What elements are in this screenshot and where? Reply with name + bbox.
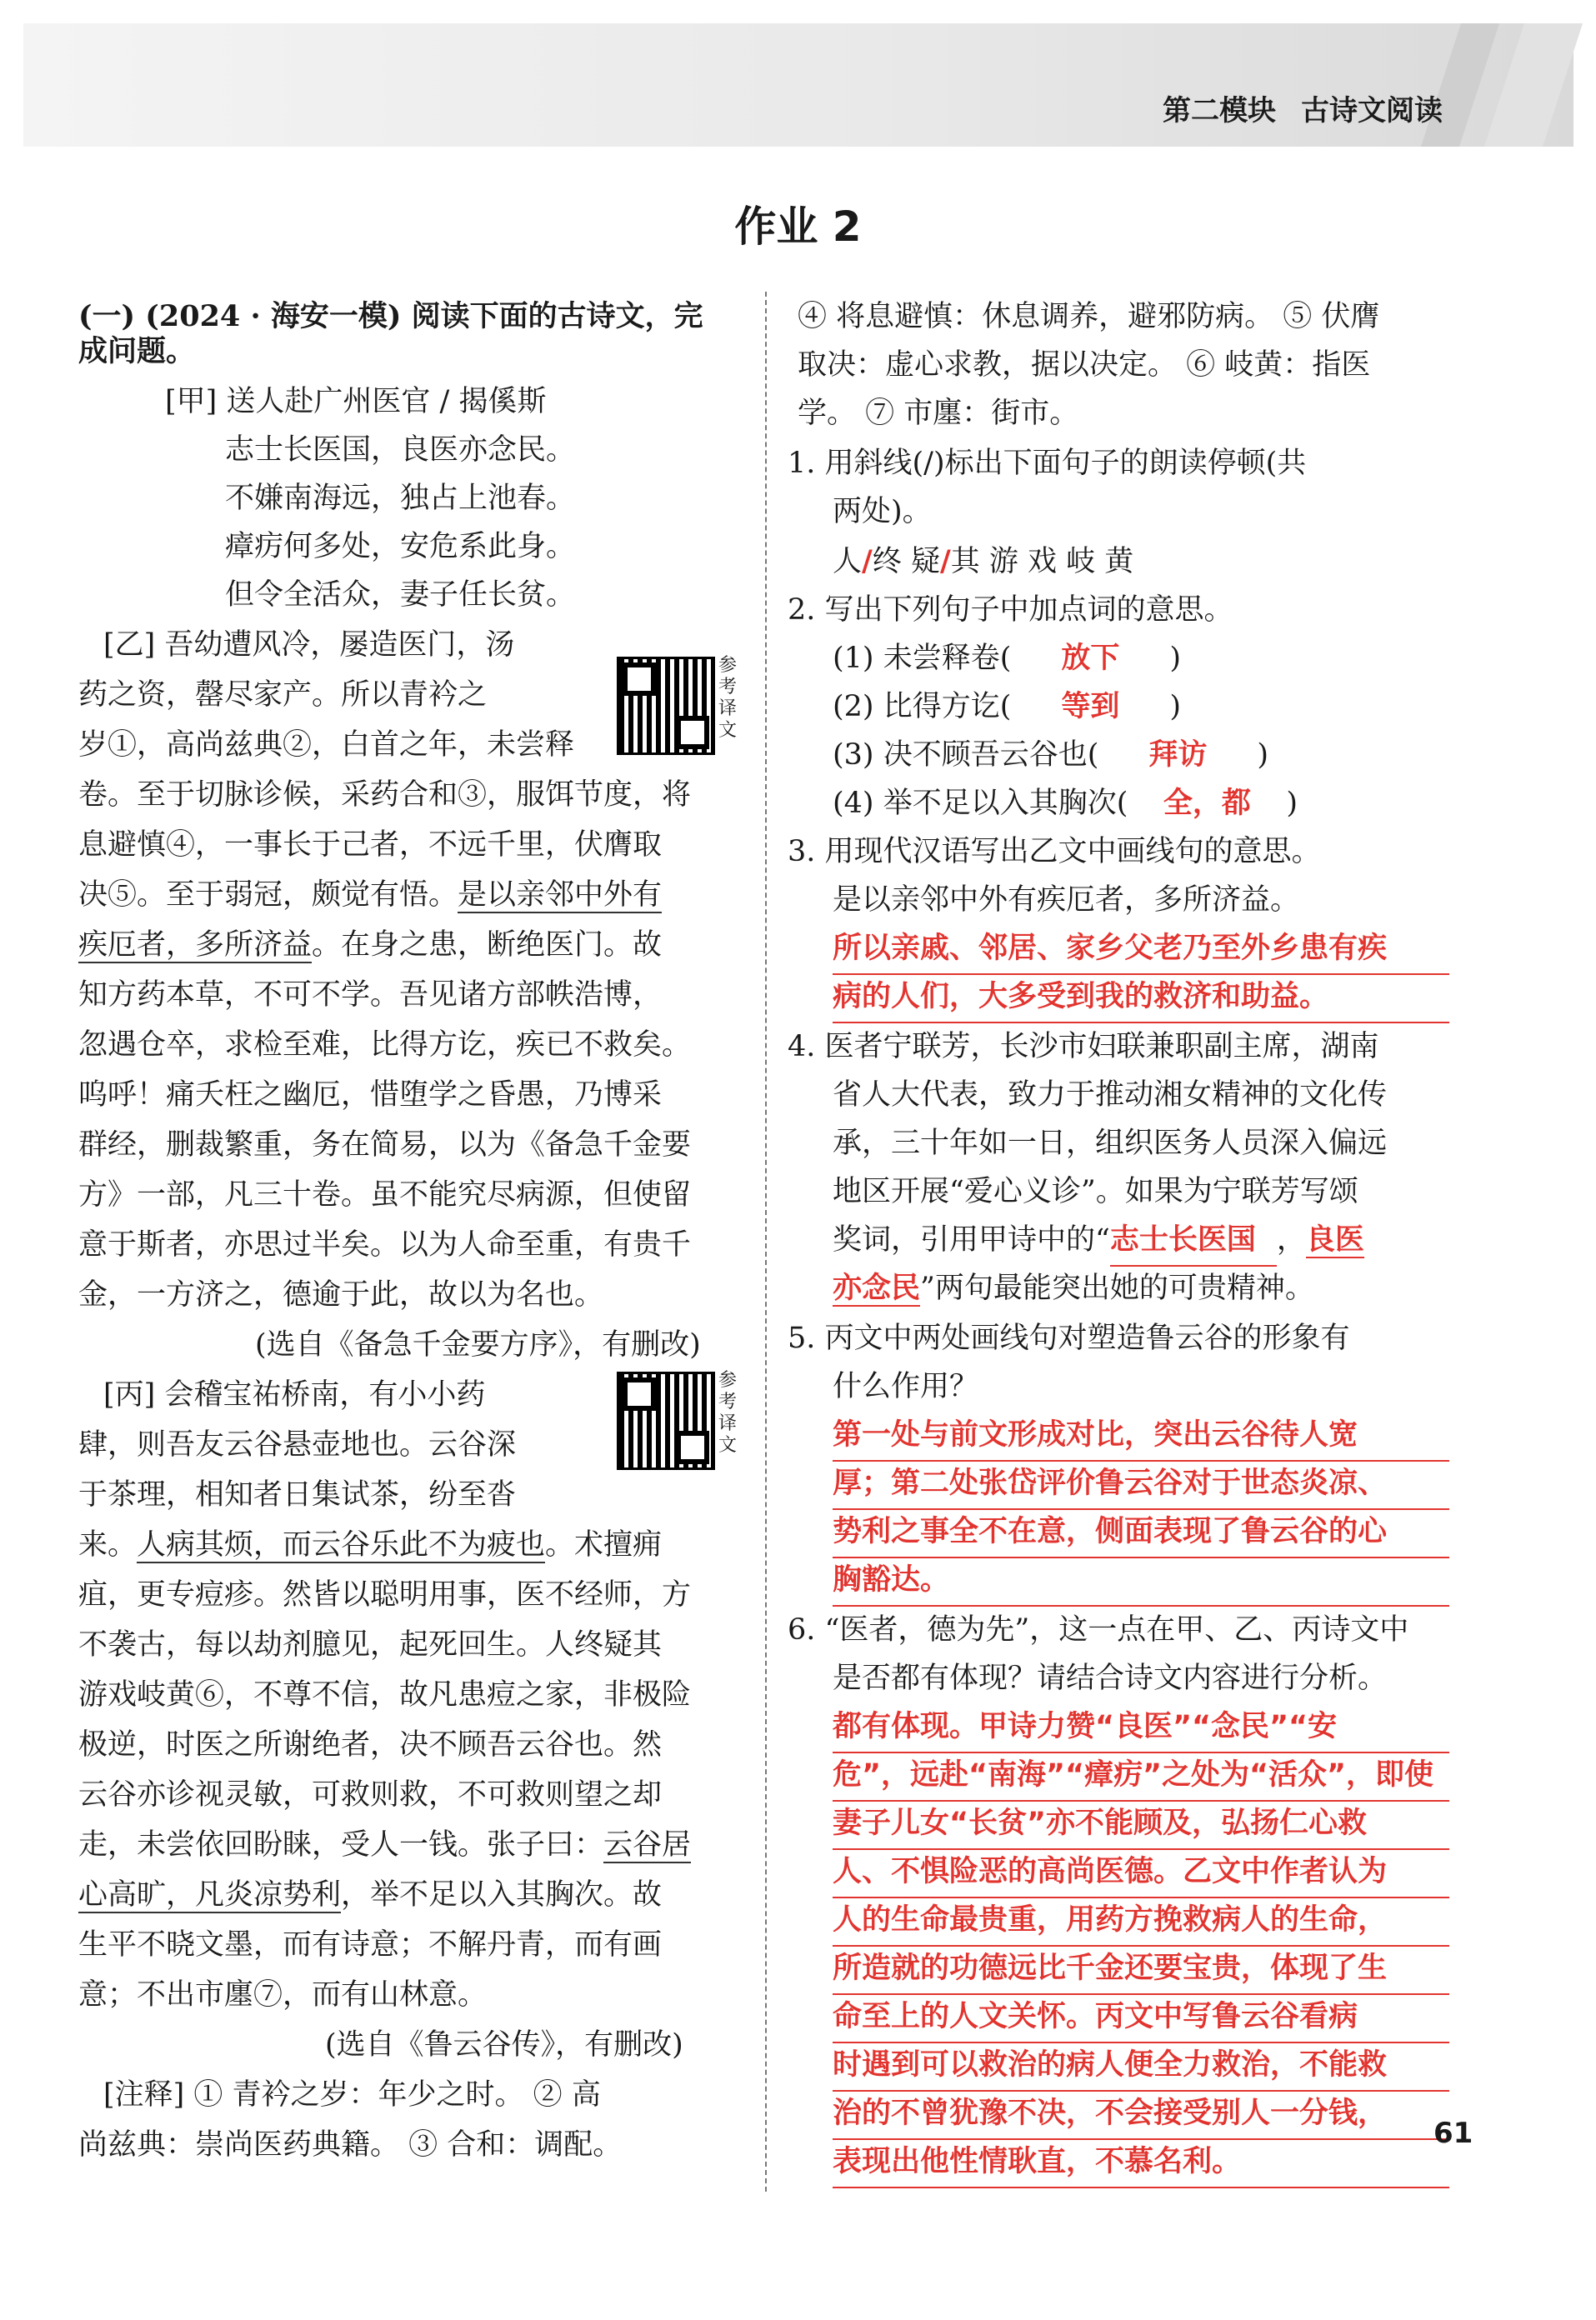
- answer-line: 危”，远赴“南海”“瘴疠”之处为“活众”，即使: [833, 1750, 1449, 1802]
- word: 人: [833, 545, 863, 578]
- passage-line: 岁①，高尚兹典②，白首之年，未尝释: [78, 728, 575, 762]
- question-3: 3. 用现代汉语写出乙文中画线句的意思。: [788, 835, 1321, 868]
- passage-line: [丙] 会稽宝祐桥南，有小小药: [103, 1378, 486, 1412]
- passage-line: 肆，则吾友云谷悬壶地也。云谷深: [78, 1428, 517, 1462]
- text: ，举不足以入其胸次。故: [341, 1878, 663, 1912]
- word: 终 疑: [872, 545, 940, 578]
- passage-line: 呜呼！痛夭枉之幽厄，惜堕学之昏愚，乃博采: [78, 1078, 663, 1112]
- answer-text: 全，都: [1163, 787, 1251, 820]
- underlined-sentence: 人病其烦，而云谷乐此不为疲也: [137, 1528, 546, 1562]
- page-title: 作业 2: [734, 202, 862, 251]
- answer-line: 人的生命最贵重，用药方挽救病人的生命，: [833, 1895, 1449, 1947]
- poem-line: 志士长医国，良医亦念民。: [225, 433, 576, 467]
- annotation-line: 学。 ⑦ 市廛：街市。: [798, 397, 1079, 430]
- q2-text: (1) 未尝释卷(: [833, 642, 1012, 675]
- answer-line: 胸豁达。: [833, 1555, 1449, 1607]
- section-name: 古诗文阅读: [1301, 94, 1443, 128]
- passage-line: [乙] 吾幼遭风冷，屡造医门，汤: [103, 628, 515, 662]
- underlined-sentence: 云谷居: [603, 1828, 692, 1862]
- passage-line: 忽遇仓卒，求检至难，比得方讫，疾已不救矣。: [78, 1028, 692, 1062]
- answer-line: 人、不惧险恶的高尚医德。乙文中作者认为: [833, 1847, 1449, 1898]
- annotation-line: 取决：虚心求教，据以决定。 ⑥ 岐黄：指医: [798, 348, 1371, 382]
- poem-line: 但令全活众，妻子任长贫。: [225, 578, 576, 612]
- question-5: 什么作用？: [833, 1370, 979, 1403]
- answer-line: 第一处与前文形成对比，突出云谷待人宽: [833, 1410, 1449, 1462]
- passage-line: [78, 920, 662, 970]
- poem-line: 不嫌南海远，独占上池春。: [225, 482, 576, 515]
- passage-line: 意；不出市廛⑦，而有山林意。: [78, 1978, 488, 2012]
- q2-end: ): [1169, 642, 1182, 675]
- passage-line: [78, 1820, 691, 1870]
- q4-text: ”两句最能突出她的可贵精神。: [920, 1272, 1314, 1305]
- question-4: 省人大代表，致力于推动湘女精神的文化传: [833, 1078, 1388, 1112]
- underlined-sentence: 疾厄者，多所济益: [78, 928, 313, 962]
- q2-text: (2) 比得方讫(: [833, 690, 1012, 723]
- answer-line: 妻子儿女“长贫”亦不能顾及，弘扬仁心救: [833, 1798, 1449, 1850]
- passage-line: [78, 870, 662, 920]
- question-3: 是以亲邻中外有疾厄者，多所济益。: [833, 883, 1300, 917]
- question-2: 2. 写出下列句子中加点词的意思。: [788, 593, 1233, 627]
- passage-line: 群经，删裁繁重，务在简易，以为《备急千金要: [78, 1128, 692, 1162]
- passage-line: 云谷亦诊视灵敏，可救则救，不可救则望之却: [78, 1778, 663, 1812]
- passage-line: 于茶理，相知者日集试茶，纷至沓: [78, 1478, 517, 1512]
- answer-blank: 志士长医国: [1110, 1215, 1277, 1267]
- q2-end: ): [1169, 690, 1182, 723]
- question-4: 承，三十年如一日，组织医务人员深入偏远: [833, 1127, 1388, 1160]
- question-4: [833, 1215, 1364, 1265]
- passage-line: 方》一部，凡三十卷。虽不能究尽病源，但使留: [78, 1178, 692, 1212]
- pause-slash: /: [862, 545, 873, 578]
- source-note: (选自《鲁云谷传》，有删改): [325, 2028, 683, 2062]
- answer-text: 等到: [1061, 690, 1120, 723]
- text: 决⑤。至于弱冠，颇觉有悟。: [78, 878, 458, 912]
- passage-line: 生平不晓文墨，而有诗意；不解丹青，而有画: [78, 1928, 663, 1962]
- answer-line: 都有体现。甲诗力赞“良医”“念民”“安: [833, 1702, 1449, 1753]
- q4-text: 奖词，引用甲诗中的“: [833, 1223, 1110, 1257]
- text: 来。: [78, 1528, 138, 1562]
- underlined-sentence: 是以亲邻中外有: [458, 878, 663, 912]
- answer-line: 命至上的人文关怀。丙文中写鲁云谷看病: [833, 1992, 1449, 2043]
- answer-line: 治的不曾犹豫不决，不会接受别人一分钱，: [833, 2088, 1449, 2140]
- qr-label: 参考译文: [718, 1370, 738, 1456]
- question-4: 4. 医者宁联芳，长沙市妇联兼职副主席，湖南: [788, 1030, 1379, 1063]
- question-1: 1. 用斜线(/)标出下面句子的朗读停顿(共: [788, 447, 1307, 480]
- answer-blank: 亦念民: [833, 1272, 921, 1305]
- question-6: 6. “医者，德为先”，这一点在甲、乙、丙诗文中: [788, 1613, 1409, 1647]
- passage-line: 息避慎④，一事长于己者，不远千里，伏膺取: [78, 828, 663, 862]
- answer-line: 所以亲戚、邻居、家乡父老乃至外乡患有疾: [833, 923, 1449, 975]
- word: 其 游 戏 岐 黄: [950, 545, 1134, 578]
- answer-line: 表现出他性情耿直，不慕名利。: [833, 2137, 1449, 2188]
- q2-item: [833, 730, 1268, 780]
- question-4: [833, 1263, 1314, 1313]
- answer-text: 放下: [1061, 642, 1120, 675]
- module-name: 第二模块: [1163, 94, 1276, 128]
- qr-label: 参考译文: [718, 655, 738, 741]
- answer-line: 势利之事全不在意，侧面表现了鲁云谷的心: [833, 1507, 1449, 1558]
- answer-line: 病的人们，大多受到我的救济和助益。: [833, 972, 1449, 1023]
- passage-line: 药之资，罄尽家产。所以青衿之: [78, 678, 488, 712]
- text: 走，未尝依回盼睐，受人一钱。张子曰：: [78, 1828, 604, 1862]
- passage-line: 意于斯者，亦思过半矣。以为人命至重，有贵千: [78, 1228, 692, 1262]
- passage-line: [78, 1870, 662, 1920]
- answer-line: 厚；第二处张岱评价鲁云谷对于世态炎凉、: [833, 1458, 1449, 1510]
- poem-title: [甲] 送人赴广州医官 / 揭傒斯: [165, 385, 547, 418]
- text: 。术擅痈: [545, 1528, 663, 1562]
- answer-text: 拜访: [1148, 738, 1208, 772]
- question-4: 地区开展“爱心义诊”。如果为宁联芳写颂: [833, 1175, 1358, 1208]
- poem-line: 瘴疠何多处，安危系此身。: [225, 530, 576, 563]
- text: 。在身之患，断绝医门。故: [312, 928, 663, 962]
- section-intro: 成问题。: [78, 334, 196, 368]
- column-divider: [765, 292, 767, 2192]
- page-number: 61: [1433, 2117, 1473, 2150]
- pause-slash: /: [939, 545, 951, 578]
- q2-text: (4) 举不足以入其胸次(: [833, 787, 1128, 820]
- q2-item: [833, 778, 1298, 828]
- question-6: 是否都有体现？请结合诗文内容进行分析。: [833, 1662, 1388, 1695]
- answer-line: 所造就的功德远比千金还要宝贵，体现了生: [833, 1943, 1449, 1995]
- passage-line: [78, 1520, 662, 1570]
- answer-line: 时遇到可以救治的病人便全力救治，不能救: [833, 2040, 1449, 2092]
- answer-blank: 良医: [1305, 1223, 1364, 1257]
- passage-line: 卷。至于切脉诊候，采药合和③，服饵节度，将: [78, 778, 692, 812]
- question-1: 两处)。: [833, 495, 932, 528]
- annotation-line: ④ 将息避慎：休息调养，避邪防病。 ⑤ 伏膺: [798, 300, 1380, 333]
- qr-code[interactable]: [617, 657, 715, 755]
- annotation-line: [注释] ① 青衿之岁：年少之时。 ② 高: [103, 2078, 601, 2112]
- comma: ，: [1276, 1223, 1306, 1257]
- q1-sentence: [833, 537, 1133, 587]
- question-5: 5. 丙文中两处画线句对塑造鲁云谷的形象有: [788, 1322, 1350, 1355]
- underlined-sentence: 心高旷，凡炎凉势利: [78, 1878, 342, 1912]
- passage-line: 游戏岐黄⑥，不尊不信，故凡患痘之家，非极险: [78, 1678, 692, 1712]
- qr-code[interactable]: [617, 1372, 715, 1470]
- section-intro: (一) (2024 · 海安一模) 阅读下面的古诗文，完: [78, 299, 703, 333]
- header-module-label: [1163, 88, 1468, 128]
- passage-line: 知方药本草，不可不学。吾见诸方部帙浩博，: [78, 978, 663, 1012]
- source-note: (选自《备急千金要方序》，有删改): [255, 1328, 701, 1362]
- q2-end: ): [1257, 738, 1269, 772]
- q2-end: ): [1286, 787, 1298, 820]
- q2-text: (3) 决不顾吾云谷也(: [833, 738, 1099, 772]
- passage-line: 金，一方济之，德逾于此，故以为名也。: [78, 1278, 604, 1312]
- q2-item: [833, 682, 1181, 732]
- passage-line: 不袭古，每以劫剂臆见，起死回生。人终疑其: [78, 1628, 663, 1662]
- q2-item: [833, 633, 1181, 683]
- passage-line: 疽，更专痘疹。然皆以聪明用事，医不经师，方: [78, 1578, 692, 1612]
- passage-line: 极逆，时医之所谢绝者，决不顾吾云谷也。然: [78, 1728, 663, 1762]
- annotation-line: 尚兹典：崇尚医药典籍。 ③ 合和：调配。: [78, 2128, 623, 2162]
